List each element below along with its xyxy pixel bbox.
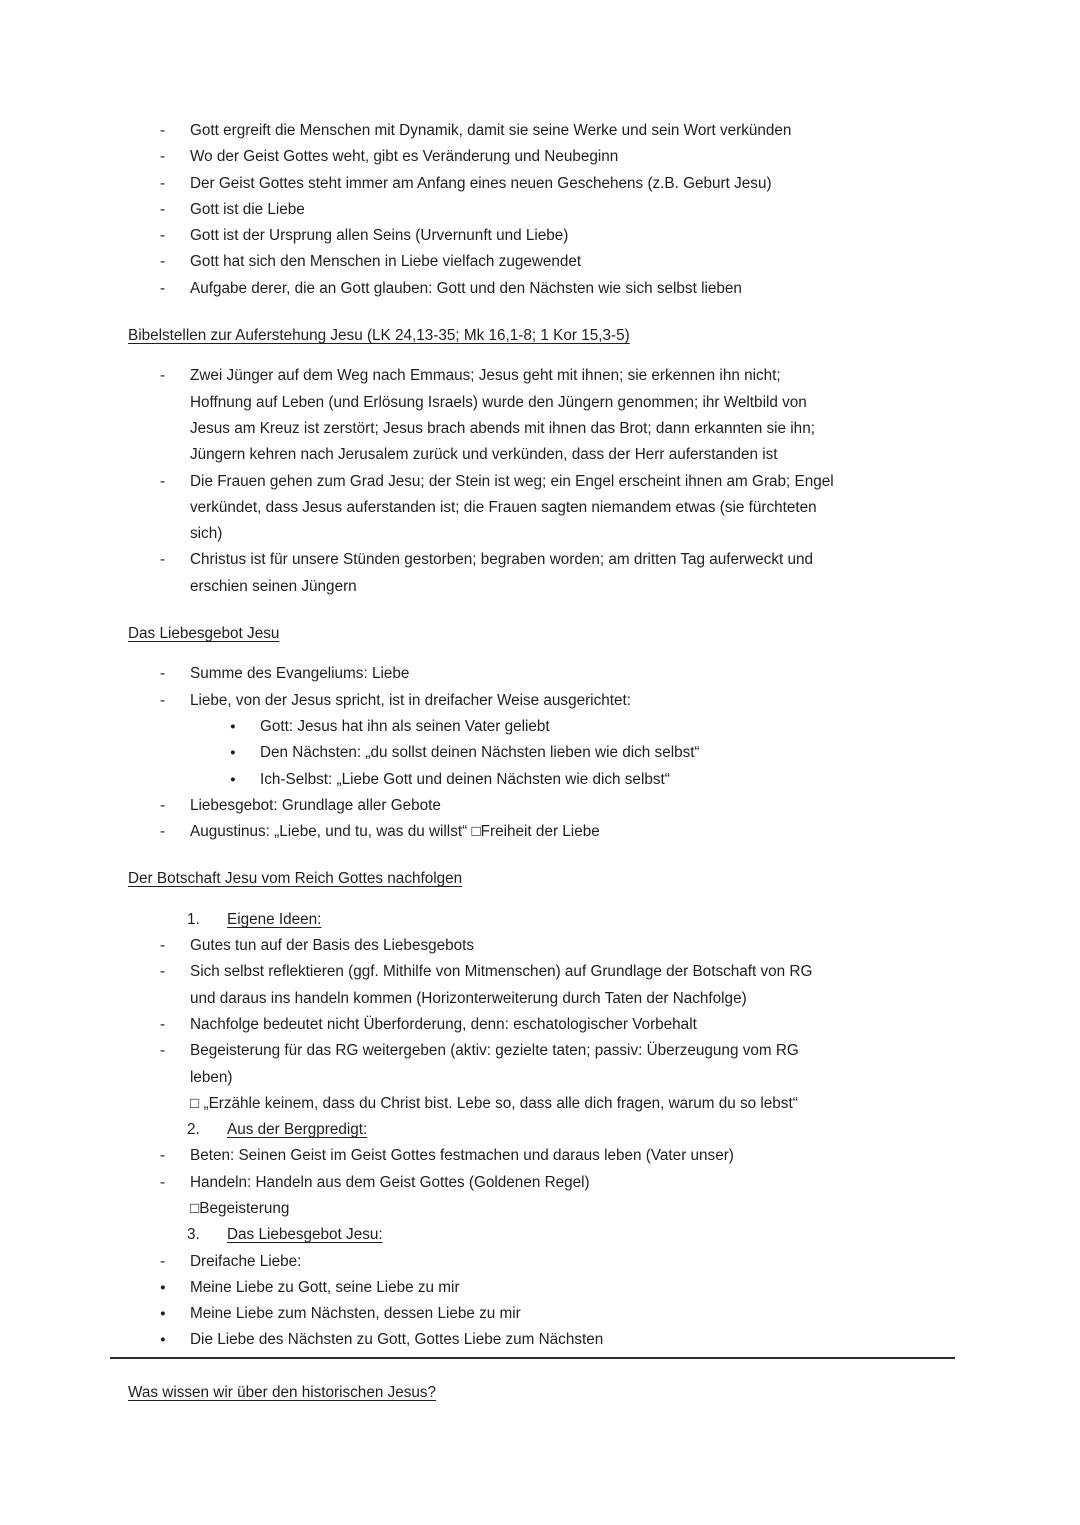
text-line: und daraus ins handeln kommen (Horizonterweiterung durch Taten der Nachfolge) xyxy=(190,989,747,1007)
text-line: Zwei Jünger auf dem Weg nach Emmaus; Jesus geht mit ihnen; sie erkennen ihn nicht; xyxy=(190,367,781,385)
list-item xyxy=(128,1012,955,1038)
text-line: Gott hat sich den Menschen in Liebe vielfach zugewendet xyxy=(190,253,582,271)
text-line: Nachfolge bedeutet nicht Überforderung, denn: eschatologischer Vorbehalt xyxy=(190,1015,697,1033)
dash-marker: - xyxy=(160,200,166,218)
dash-marker: - xyxy=(160,148,166,166)
text-line: erschien seinen Jüngern xyxy=(190,577,357,595)
dash-marker: - xyxy=(160,1015,166,1033)
dash-marker: - xyxy=(160,551,166,569)
numbered-label: Aus der Bergpredigt: xyxy=(227,1121,368,1139)
text-line: Christus ist für unsere Stünden gestorben; begraben worden; am dritten Tag auferweckt und xyxy=(190,551,814,569)
list-item xyxy=(128,959,955,1012)
text-line: leben) xyxy=(190,1068,233,1086)
list-item xyxy=(128,363,955,468)
list-item xyxy=(128,144,955,170)
list-item xyxy=(128,469,955,548)
number-marker: 1. xyxy=(187,910,200,928)
list-item xyxy=(128,1170,955,1196)
dash-marker: - xyxy=(160,472,166,490)
numbered-item xyxy=(128,1222,955,1248)
text-line: Dreifache Liebe: xyxy=(190,1252,302,1270)
bullet-marker: ● xyxy=(230,747,236,759)
list-item xyxy=(128,793,955,819)
text-line: Liebesgebot: Grundlage aller Gebote xyxy=(190,796,441,814)
horizontal-rule xyxy=(110,1357,955,1359)
list-item xyxy=(128,171,955,197)
dash-marker: - xyxy=(160,1173,166,1191)
dash-marker: - xyxy=(160,963,166,981)
numbered-label: Das Liebesgebot Jesu: xyxy=(227,1226,383,1244)
text-line: Begeisterung für das RG weitergeben (aktiv: gezielte taten; passiv: Überzeugung vom RG xyxy=(190,1042,799,1060)
list-item xyxy=(128,276,955,302)
dash-marker: - xyxy=(160,1252,166,1270)
list-item xyxy=(128,933,955,959)
text-line: Aufgabe derer, die an Gott glauben: Gott und den Nächsten wie sich selbst lieben xyxy=(190,279,742,297)
numbered-item xyxy=(128,907,955,933)
numbered-label: Eigene Ideen: xyxy=(227,910,322,928)
text-line: □Begeisterung xyxy=(190,1199,290,1217)
number-marker: 3. xyxy=(187,1226,200,1244)
list-item xyxy=(128,197,955,223)
dash-marker: - xyxy=(160,227,166,245)
dash-marker: - xyxy=(160,1042,166,1060)
list-item xyxy=(128,1143,955,1169)
text-line: Beten: Seinen Geist im Geist Gottes festmachen und daraus leben (Vater unser) xyxy=(190,1147,734,1165)
dash-marker: - xyxy=(160,174,166,192)
dash-marker: - xyxy=(160,665,166,683)
bullet-marker: ● xyxy=(230,773,236,785)
number-marker: 2. xyxy=(187,1121,200,1139)
text-line: verkündet, dass Jesus auferstanden ist; die Frauen sagten niemandem etwas (sie fürchteten xyxy=(190,498,817,516)
list-item xyxy=(128,223,955,249)
dash-marker: - xyxy=(160,253,166,271)
text-line: Gott ist die Liebe xyxy=(190,200,305,218)
sub-list-item xyxy=(128,767,955,793)
text-line: Die Liebe des Nächsten zu Gott, Gottes Liebe zum Nächsten xyxy=(190,1331,604,1349)
text-line: Jüngern kehren nach Jerusalem zurück und verkünden, dass der Herr auferstanden ist xyxy=(190,446,778,464)
dash-marker: - xyxy=(160,796,166,814)
text-line: sich) xyxy=(190,525,223,543)
section-heading-bibelstellen: Bibelstellen zur Auferstehung Jesu (LK 24,13-35; Mk 16,1-8; 1 Kor 15,3-5) xyxy=(128,327,630,345)
list-item xyxy=(128,249,955,275)
text-line: Gott ergreift die Menschen mit Dynamik, damit sie seine Werke und sein Wort verkünden xyxy=(190,122,792,139)
section-heading-nachfolgen: Der Botschaft Jesu vom Reich Gottes nachfolgen xyxy=(128,870,463,888)
text-line: Hoffnung auf Leben (und Erlösung Israels) wurde den Jüngern genommen; ihr Weltbild von xyxy=(190,393,807,411)
text-line: Handeln: Handeln aus dem Geist Gottes (Goldenen Regel) xyxy=(190,1173,590,1191)
text-line: Gott: Jesus hat ihn als seinen Vater geliebt xyxy=(260,717,550,735)
text-line: Meine Liebe zum Nächsten, dessen Liebe zu mir xyxy=(190,1305,521,1323)
text-line: Wo der Geist Gottes weht, gibt es Veränderung und Neubeginn xyxy=(190,148,619,166)
numbered-item xyxy=(128,1117,955,1143)
dash-marker: - xyxy=(160,122,166,139)
text-line: Gutes tun auf der Basis des Liebesgebots xyxy=(190,937,475,955)
text-line: Ich-Selbst: „Liebe Gott und deinen Nächsten wie dich selbst“ xyxy=(260,770,670,788)
bullet-marker: ● xyxy=(160,1308,166,1320)
list-item xyxy=(128,819,955,845)
bullet-marker: ● xyxy=(160,1334,166,1346)
section-heading-liebesgebot: Das Liebesgebot Jesu xyxy=(128,625,280,643)
bullet-marker: ● xyxy=(160,1281,166,1293)
sub-list-item xyxy=(128,714,955,740)
text-line: Liebe, von der Jesus spricht, ist in dreifacher Weise ausgerichtet: xyxy=(190,691,631,709)
text-line: Summe des Evangeliums: Liebe xyxy=(190,665,410,683)
text-line: Augustinus: „Liebe, und tu, was du willst“ □Freiheit der Liebe xyxy=(190,823,600,841)
dash-marker: - xyxy=(160,1147,166,1165)
section-heading-historischer-jesus: Was wissen wir über den historischen Jesus? xyxy=(128,1383,437,1401)
list-item xyxy=(128,688,955,714)
text-line: □ „Erzähle keinem, dass du Christ bist. Lebe so, dass alle dich fragen, warum du so lebst“ xyxy=(190,1094,798,1112)
dash-marker: - xyxy=(160,367,166,385)
text-line: Die Frauen gehen zum Grad Jesu; der Stein ist weg; ein Engel erscheint ihnen am Grab; Engel xyxy=(190,472,834,490)
list-item xyxy=(128,1249,955,1275)
text-line: Jesus am Kreuz ist zerstört; Jesus brach abends mit ihnen das Brot; dann erkannten sie ihn; xyxy=(190,419,815,437)
dash-marker: - xyxy=(160,279,166,297)
text-line: Sich selbst reflektieren (ggf. Mithilfe von Mitmenschen) auf Grundlage der Botschaft von RG xyxy=(190,963,813,981)
bullet-item xyxy=(128,1301,955,1327)
sub-list-item xyxy=(128,740,955,766)
dash-marker: - xyxy=(160,937,166,955)
list-item xyxy=(128,547,955,600)
dash-marker: - xyxy=(160,691,166,709)
bullet-marker: ● xyxy=(230,720,236,732)
list-item xyxy=(128,118,955,144)
bullet-item xyxy=(128,1275,955,1301)
list-item xyxy=(128,1038,955,1091)
list-item xyxy=(128,661,955,687)
dash-marker: - xyxy=(160,823,166,841)
text-line: Meine Liebe zu Gott, seine Liebe zu mir xyxy=(190,1278,460,1296)
bullet-item xyxy=(128,1327,955,1353)
quote-line xyxy=(128,1196,955,1222)
text-line: Gott ist der Ursprung allen Seins (Urvernunft und Liebe) xyxy=(190,227,569,245)
quote-line xyxy=(128,1091,955,1117)
text-line: Der Geist Gottes steht immer am Anfang eines neuen Geschehens (z.B. Geburt Jesu) xyxy=(190,174,772,192)
text-line: Den Nächsten: „du sollst deinen Nächsten lieben wie dich selbst“ xyxy=(260,744,700,762)
